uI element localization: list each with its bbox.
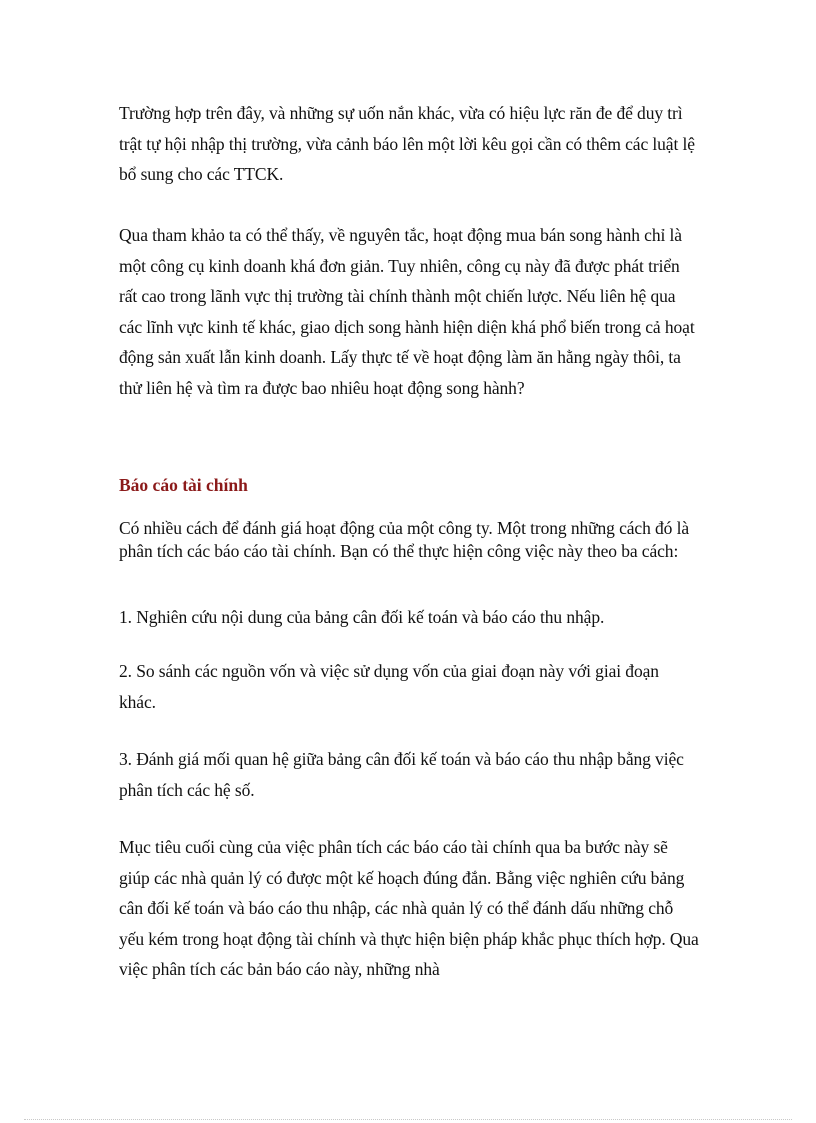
paragraph-intro: Có nhiều cách để đánh giá hoạt động của một công ty. Một trong những cách đó là phân tích các báo cáo tài chính. Bạn có thể thực hiện công việc này theo ba cách: (119, 518, 690, 561)
paragraph-parallel-trading: Qua tham khảo ta có thể thấy, về nguyên tắc, hoạt động mua bán song hành chỉ là một công cụ kinh doanh khá đơn giản. Tuy nhiên, công cụ này đã được phát triển rất cao trong lãnh vực thị trường tài chính thành một chiến lược. Nếu liên hệ qua các lĩnh vực kinh tế khác, giao dịch song hành hiện diện khá phổ biến trong cả hoạt động sản xuất lẫn kinh doanh. Lấy thực tế về hoạt động làm ăn hằng ngày thôi, ta thử liên hệ và tìm ra được bao nhiêu hoạt động song hành? (119, 225, 695, 398)
paragraph-market-order: Trường hợp trên đây, và những sự uốn nắn khác, vừa có hiệu lực răn đe để duy trì trật tự hội nhập thị trường, vừa cảnh báo lên một lời kêu gọi cần có thêm các luật lệ bổ sung cho các TTCK. (119, 103, 695, 184)
paragraph-conclusion: Mục tiêu cuối cùng của việc phân tích các báo cáo tài chính qua ba bước này sẽ giúp các nhà quản lý có được một kế hoạch đúng đắn. Bằng việc nghiên cứu bảng cân đối kế toán và báo cáo thu nhập, các nhà quản lý có thể đánh dấu những chỗ yếu kém trong hoạt động tài chính và thực hiện biện pháp khắc phục thích hợp. Qua việc phân tích các bản báo cáo này, những nhà (119, 837, 699, 979)
list-item-step-2: 2. So sánh các nguồn vốn và việc sử dụng vốn của giai đoạn này với giai đoạn khác. (119, 661, 659, 712)
list-item-step-1: 1. Nghiên cứu nội dung của bảng cân đối kế toán và báo cáo thu nhập. (119, 607, 605, 627)
list-item-step-3: 3. Đánh giá mối quan hệ giữa bảng cân đối kế toán và báo cáo thu nhập bằng việc phân tích các hệ số. (119, 749, 684, 800)
section-heading-financial-reports: Báo cáo tài chính (119, 475, 248, 495)
page-bottom-divider (24, 1119, 792, 1120)
